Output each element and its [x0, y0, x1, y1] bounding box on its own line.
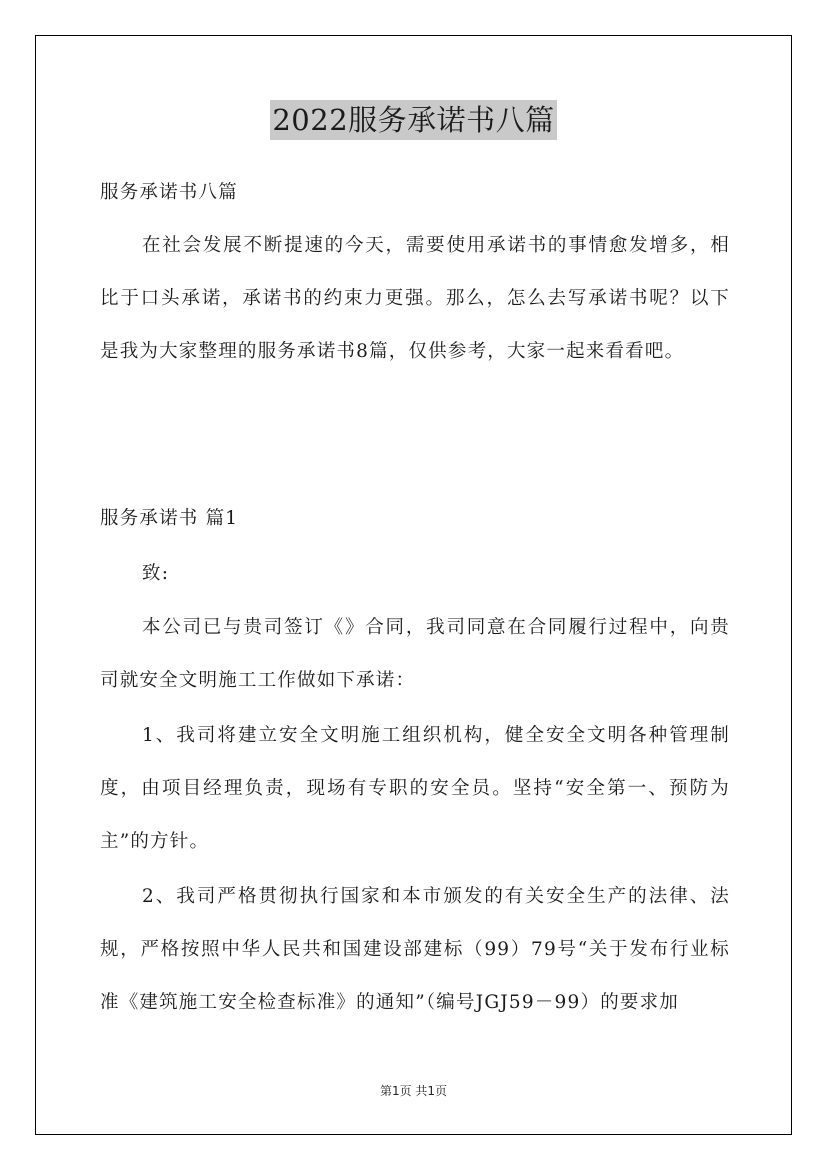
title-wrap — [0, 100, 827, 140]
subtitle: 服务承诺书八篇 — [100, 182, 238, 203]
section-heading: 服务承诺书 篇1 — [100, 508, 239, 529]
paragraph-3: 2、我司严格贯彻执行国家和本市颁发的有关安全生产的法律、法规，严格按照中华人民共和国建设部建标（99）79号“关于发布行业标准《建筑施工安全检查标准》的通知”（编号JGJ59－99）的要求加 — [100, 886, 730, 1013]
paragraph-2: 1、我司将建立安全文明施工组织机构，健全安全文明各种管理制度，由项目经理负责，现场有专职的安全员。坚持“安全第一、预防为主”的方针。 — [100, 725, 730, 852]
document-title: 2022服务承诺书八篇 — [270, 100, 556, 140]
paragraph-1: 本公司已与贵司签订《》合同，我司同意在合同履行过程中，向贵司就安全文明施工工作做如下承诺： — [100, 617, 730, 691]
intro-paragraph: 在社会发展不断提速的今天，需要使用承诺书的事情愈发增多，相比于口头承诺，承诺书的约束力更强。那么，怎么去写承诺书呢？以下是我为大家整理的服务承诺书8篇，仅供参考，大家一起来看看吧。 — [100, 235, 730, 362]
salutation: 致: — [142, 563, 170, 584]
page-footer: 第1页 共1页 — [379, 1084, 448, 1098]
